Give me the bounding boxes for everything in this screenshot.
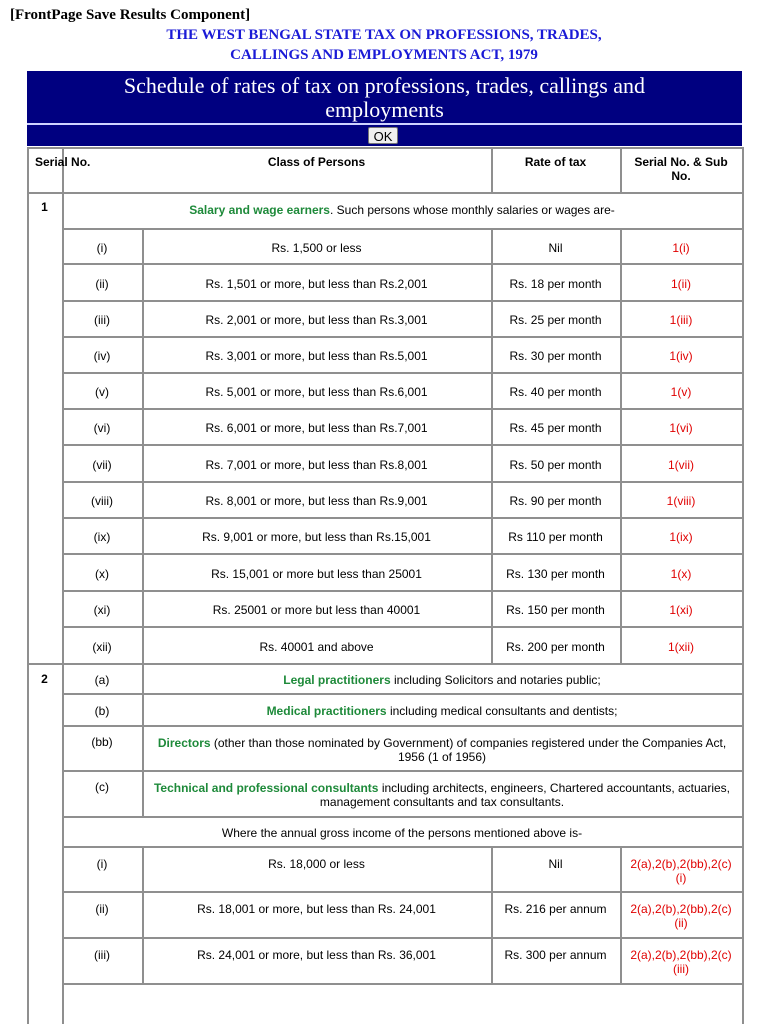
salary-ref-10: 1(xi) (669, 603, 693, 617)
column-border (491, 592, 493, 628)
income-ref-2: 2(a),2(b),2(bb),2(c) (iii) (630, 948, 732, 976)
income-sub-0: (i) (96, 857, 108, 871)
income-rate-2: Rs. 300 per annum (504, 948, 607, 962)
column-border (620, 483, 622, 519)
column-border (142, 592, 144, 628)
section2-a-text: including Solicitors and notaries public; (390, 673, 601, 687)
section2-bb-label: Directors (157, 735, 211, 750)
column-border (142, 410, 144, 446)
section2-b-text: including medical consultants and dentists; (386, 704, 618, 718)
column-border (491, 628, 493, 665)
salary-ref-9: 1(x) (670, 566, 692, 581)
salary-class-9: Rs. 15,001 or more but less than 25001 (211, 566, 422, 581)
salary-ref-8: 1(ix) (669, 530, 693, 544)
salary-sub-6: (vii) (92, 457, 112, 472)
salary-sub-7: (viii) (91, 494, 113, 508)
salary-class-5: Rs. 6,001 or more, but less than Rs.7,001 (205, 421, 428, 435)
column-border (620, 848, 622, 893)
column-border (491, 338, 493, 374)
ok-button[interactable]: OK (368, 127, 398, 144)
banner-title-line1: Schedule of rates of tax on professions, trades, callings and (123, 73, 646, 98)
header-serial: Serial No. (35, 155, 91, 169)
income-sub-2: (iii) (94, 948, 110, 962)
section2-sub-bb: (bb) (91, 735, 113, 749)
column-border (27, 147, 29, 194)
income-class-0: Rs. 18,000 or less (268, 857, 365, 871)
income-sub-1: (ii) (95, 902, 109, 916)
column-border (620, 265, 622, 302)
salary-rate-9: Rs. 130 per month (506, 566, 605, 581)
column-border (142, 265, 144, 302)
salary-class-7: Rs. 8,001 or more, but less than Rs.9,001 (205, 494, 428, 508)
column-border (620, 410, 622, 446)
column-border (142, 230, 144, 265)
column-border (491, 265, 493, 302)
salary-rate-7: Rs. 90 per month (509, 494, 602, 508)
salary-class-1: Rs. 1,501 or more, but less than Rs.2,001 (205, 276, 428, 291)
salary-ref-3: 1(iv) (669, 349, 693, 363)
column-border (142, 939, 144, 985)
serial-column-border (62, 192, 64, 1024)
salary-ref-0: 1(i) (672, 240, 690, 255)
column-border (620, 519, 622, 555)
column-border (142, 338, 144, 374)
salary-sub-11: (xii) (92, 639, 112, 654)
income-rate-1: Rs. 216 per annum (504, 902, 607, 916)
act-title-line1: THE WEST BENGAL STATE TAX ON PROFESSIONS, TRADES, (166, 27, 602, 43)
column-border (142, 374, 144, 410)
column-border (620, 302, 622, 338)
salary-sub-9: (x) (95, 566, 109, 581)
income-ref-1: 2(a),2(b),2(bb),2(c) (ii) (630, 902, 732, 930)
income-class-1: Rs. 18,001 or more, but less than Rs. 24,001 (197, 902, 436, 916)
salary-class-2: Rs. 2,001 or more, but less than Rs.3,001 (205, 313, 428, 327)
header-class: Class of Persons (267, 155, 366, 169)
column-border (620, 446, 622, 483)
column-border (142, 519, 144, 555)
section2-sub-b: (b) (94, 704, 110, 718)
income-ref-0: 2(a),2(b),2(bb),2(c) (i) (630, 857, 732, 885)
banner-title-line2: employments (325, 97, 444, 122)
salary-class-3: Rs. 3,001 or more, but less than Rs.5,001 (205, 349, 428, 363)
salary-rate-1: Rs. 18 per month (509, 276, 602, 291)
salary-ref-6: 1(vii) (668, 457, 694, 472)
column-border (142, 628, 144, 665)
section2-serial: 2 (41, 672, 48, 686)
salary-rate-8: Rs 110 per month (508, 530, 603, 544)
section2-b-label: Medical practitioners (266, 704, 387, 718)
column-border (620, 893, 622, 939)
salary-rate-3: Rs. 30 per month (509, 349, 602, 363)
column-border (142, 695, 144, 727)
column-border (491, 893, 493, 939)
column-border (620, 374, 622, 410)
salary-ref-7: 1(viii) (666, 494, 696, 508)
salary-rate-2: Rs. 25 per month (509, 313, 602, 327)
section2-bb-text: (other than those nominated by Government) of companies registered under the Companies Act, 1956 (1 of 1956) (210, 735, 727, 764)
section1-heading-label: Salary and wage earners (189, 203, 330, 217)
column-border (491, 446, 493, 483)
salary-sub-1: (ii) (95, 276, 109, 291)
where-text: Where the annual gross income of the persons mentioned above is- (221, 826, 583, 840)
row-border (62, 983, 744, 985)
column-border (142, 665, 144, 695)
column-border (142, 555, 144, 592)
column-border (620, 592, 622, 628)
column-border (491, 939, 493, 985)
column-border (142, 727, 144, 772)
section2-c-label: Technical and professional consultants (153, 781, 379, 795)
act-title-line2: CALLINGS AND EMPLOYMENTS ACT, 1979 (230, 47, 538, 63)
section2-sub-c: (c) (95, 780, 109, 794)
salary-rate-11: Rs. 200 per month (506, 639, 605, 654)
salary-ref-2: 1(iii) (669, 313, 693, 327)
column-border (491, 410, 493, 446)
salary-sub-2: (iii) (94, 313, 110, 327)
section2-a (146, 665, 738, 695)
table-left-border (27, 192, 29, 1024)
salary-rate-6: Rs. 50 per month (509, 457, 602, 472)
column-border (491, 374, 493, 410)
section2-bb (146, 727, 738, 772)
salary-class-11: Rs. 40001 and above (259, 639, 374, 654)
section2-b (146, 695, 738, 727)
column-border (142, 848, 144, 893)
salary-sub-5: (vi) (93, 421, 111, 435)
column-border (620, 555, 622, 592)
income-class-2: Rs. 24,001 or more, but less than Rs. 36,001 (197, 948, 436, 962)
header-sub: Serial No. & Sub No. (634, 155, 728, 183)
column-border (491, 519, 493, 555)
column-border (491, 147, 493, 194)
salary-rate-4: Rs. 40 per month (509, 385, 602, 399)
salary-class-0: Rs. 1,500 or less (271, 240, 362, 255)
header-rate: Rate of tax (524, 155, 587, 169)
column-border (491, 483, 493, 519)
salary-class-4: Rs. 5,001 or more, but less than Rs.6,001 (205, 385, 428, 399)
column-border (620, 230, 622, 265)
salary-sub-8: (ix) (93, 530, 111, 544)
salary-class-6: Rs. 7,001 or more, but less than Rs.8,001 (205, 457, 428, 472)
salary-ref-5: 1(vi) (669, 421, 693, 435)
salary-class-10: Rs. 25001 or more but less than 40001 (212, 603, 421, 617)
column-border (620, 338, 622, 374)
ok-bar (27, 123, 742, 147)
column-border (491, 848, 493, 893)
section1-heading-text: . Such persons whose monthly salaries or wages are- (329, 203, 615, 217)
column-border (142, 446, 144, 483)
column-border (620, 628, 622, 665)
salary-sub-4: (v) (95, 385, 109, 399)
salary-class-8: Rs. 9,001 or more, but less than Rs.15,001 (202, 530, 431, 544)
column-border (742, 147, 744, 194)
table-right-border (742, 192, 744, 1024)
income-rate-0: Nil (548, 857, 563, 871)
section2-c-text: including architects, engineers, Chartered accountants, actuaries, management consultants and tax consultants. (319, 781, 731, 809)
frontpage-label: [FrontPage Save Results Component] (10, 7, 251, 23)
column-border (142, 893, 144, 939)
salary-rate-10: Rs. 150 per month (506, 603, 605, 617)
salary-sub-3: (iv) (93, 349, 111, 363)
salary-sub-10: (xi) (93, 603, 111, 617)
salary-rate-5: Rs. 45 per month (509, 421, 602, 435)
section1-serial: 1 (41, 200, 48, 214)
salary-rate-0: Nil (548, 240, 563, 255)
section2-c (146, 772, 738, 818)
section1-heading (66, 192, 738, 228)
column-border (142, 483, 144, 519)
section2-a-label: Legal practitioners (283, 673, 391, 687)
salary-sub-0: (i) (96, 240, 108, 255)
column-border (142, 772, 144, 818)
column-border (491, 302, 493, 338)
section2-sub-a: (a) (94, 673, 110, 687)
salary-ref-11: 1(xii) (668, 639, 694, 654)
column-border (491, 555, 493, 592)
column-border (620, 147, 622, 194)
column-border (491, 230, 493, 265)
salary-ref-1: 1(ii) (671, 276, 691, 291)
column-border (142, 302, 144, 338)
salary-ref-4: 1(v) (670, 385, 692, 399)
column-border (620, 939, 622, 985)
